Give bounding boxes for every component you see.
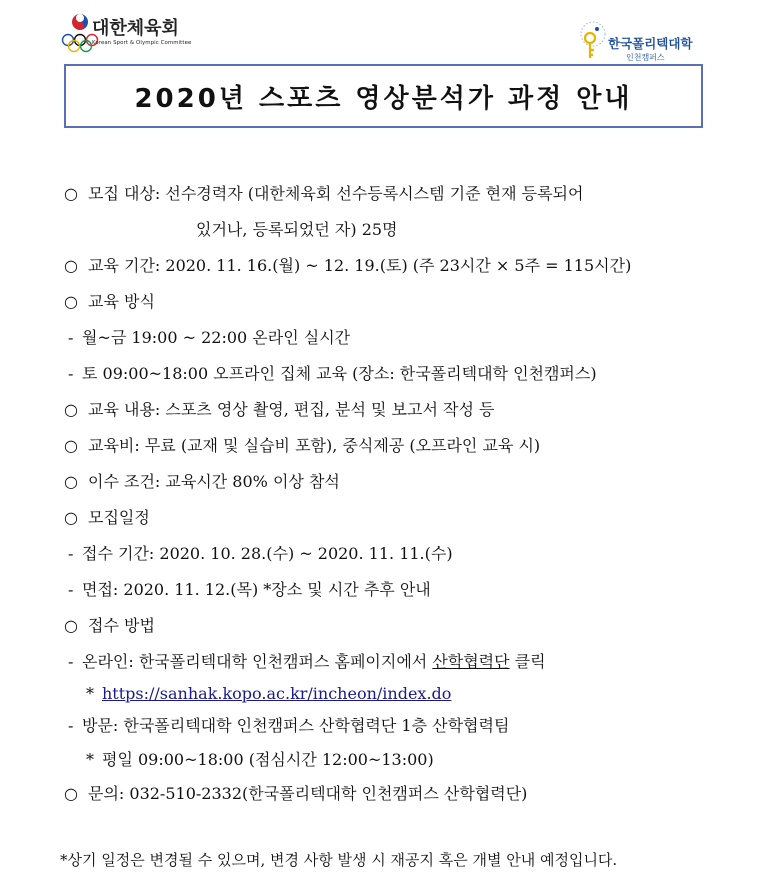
edu-fee-text: 교육비: 무료 (교재 및 실습비 포함), 중식제공 (오프라인 교육 시) <box>88 436 541 455</box>
circle-bullet: ○ <box>64 472 78 491</box>
item-recruit-target-cont <box>64 220 714 240</box>
polytech-emblem-icon <box>578 18 608 64</box>
circle-bullet: ○ <box>64 436 78 455</box>
dash-bullet: - <box>68 652 74 671</box>
item-schedule-apply <box>64 544 714 564</box>
method-weekday-text: 월~금 19:00 ~ 22:00 온라인 실시간 <box>82 328 351 347</box>
item-completion <box>64 472 714 492</box>
dash-bullet: - <box>68 580 74 599</box>
circle-bullet: ○ <box>64 292 78 311</box>
apply-method-text: 접수 방법 <box>88 616 155 635</box>
apply-visit-text: 방문: 한국폴리텍대학 인천캠퍼스 산학협력단 1층 산학협력팀 <box>82 716 510 735</box>
item-schedule <box>64 508 714 528</box>
circle-bullet: ○ <box>64 784 78 803</box>
kopo-logo <box>578 18 718 66</box>
completion-text: 이수 조건: 교육시간 80% 이상 참석 <box>88 472 340 491</box>
kopo-logo-subtitle: 인천캠퍼스 <box>626 53 665 62</box>
kspo-logo-name: 대한체육회 <box>92 18 179 39</box>
dash-bullet: - <box>68 716 74 735</box>
circle-bullet: ○ <box>64 400 78 419</box>
schedule-apply-text: 접수 기간: 2020. 10. 28.(수) ~ 2020. 11. 11.(수) <box>82 544 453 563</box>
recruit-target-cont-text: 있거나, 등록되었던 자) 25명 <box>196 220 398 239</box>
kopo-logo-name: 한국폴리텍대학 <box>608 36 693 51</box>
item-edu-method <box>64 292 714 312</box>
page-title: 2020년 스포츠 영상분석가 과정 안내 <box>134 83 633 114</box>
apply-online-text-after: 클릭 <box>509 652 546 671</box>
apply-visit-hours-text: 평일 09:00~18:00 (점심시간 12:00~13:00) <box>102 750 434 769</box>
item-edu-content <box>64 400 714 420</box>
edu-content-text: 교육 내용: 스포츠 영상 촬영, 편집, 분석 및 보고서 작성 등 <box>88 400 495 419</box>
sanhak-homepage-link[interactable]: https://sanhak.kopo.ac.kr/incheon/index.do <box>102 684 452 703</box>
item-apply-online <box>64 652 714 672</box>
footer-notice: *상기 일정은 변경될 수 있으며, 변경 사항 발생 시 재공지 혹은 개별 안내 예정입니다. <box>60 851 618 869</box>
recruit-target-text: 모집 대상: 선수경력자 (대한체육회 선수등록시스템 기준 현재 등록되어 <box>88 184 584 203</box>
dash-bullet: - <box>68 364 74 383</box>
asterisk-bullet: * <box>86 684 94 703</box>
edu-period-text: 교육 기간: 2020. 11. 16.(월) ~ 12. 19.(토) (주 23시간 × 5주 = 115시간) <box>88 256 632 275</box>
circle-bullet: ○ <box>64 184 78 203</box>
method-saturday-text: 토 09:00~18:00 오프라인 집체 교육 (장소: 한국폴리텍대학 인천캠퍼스) <box>82 364 597 383</box>
item-schedule-interview <box>64 580 714 600</box>
item-edu-period <box>64 256 714 276</box>
dash-bullet: - <box>68 544 74 563</box>
circle-bullet: ○ <box>64 616 78 635</box>
item-apply-online-url <box>64 684 714 704</box>
item-apply-visit-hours <box>64 750 714 770</box>
dash-bullet: - <box>68 328 74 347</box>
asterisk-bullet: * <box>86 750 94 769</box>
item-method-saturday <box>64 364 714 384</box>
item-edu-fee <box>64 436 714 456</box>
item-inquiry <box>64 784 714 804</box>
item-apply-visit <box>64 716 714 736</box>
edu-method-text: 교육 방식 <box>88 292 155 311</box>
title-box <box>64 64 703 128</box>
item-recruit-target <box>64 184 714 204</box>
schedule-interview-text: 면접: 2020. 11. 12.(목) *장소 및 시간 추후 안내 <box>82 580 431 599</box>
schedule-text: 모집일정 <box>88 508 150 527</box>
apply-online-text: 온라인: 한국폴리텍대학 인천캠퍼스 홈페이지에서 <box>82 652 433 671</box>
item-method-weekday <box>64 328 714 348</box>
circle-bullet: ○ <box>64 256 78 275</box>
inquiry-text: 문의: 032-510-2332(한국폴리텍대학 인천캠퍼스 산학협력단) <box>88 784 528 803</box>
item-apply-method <box>64 616 714 636</box>
kspo-logo <box>60 10 220 60</box>
kspo-logo-subtitle: Korean Sport & Olympic Committee <box>92 40 192 46</box>
sanhak-underlined-label: 산학협력단 <box>432 652 510 671</box>
circle-bullet: ○ <box>64 508 78 527</box>
